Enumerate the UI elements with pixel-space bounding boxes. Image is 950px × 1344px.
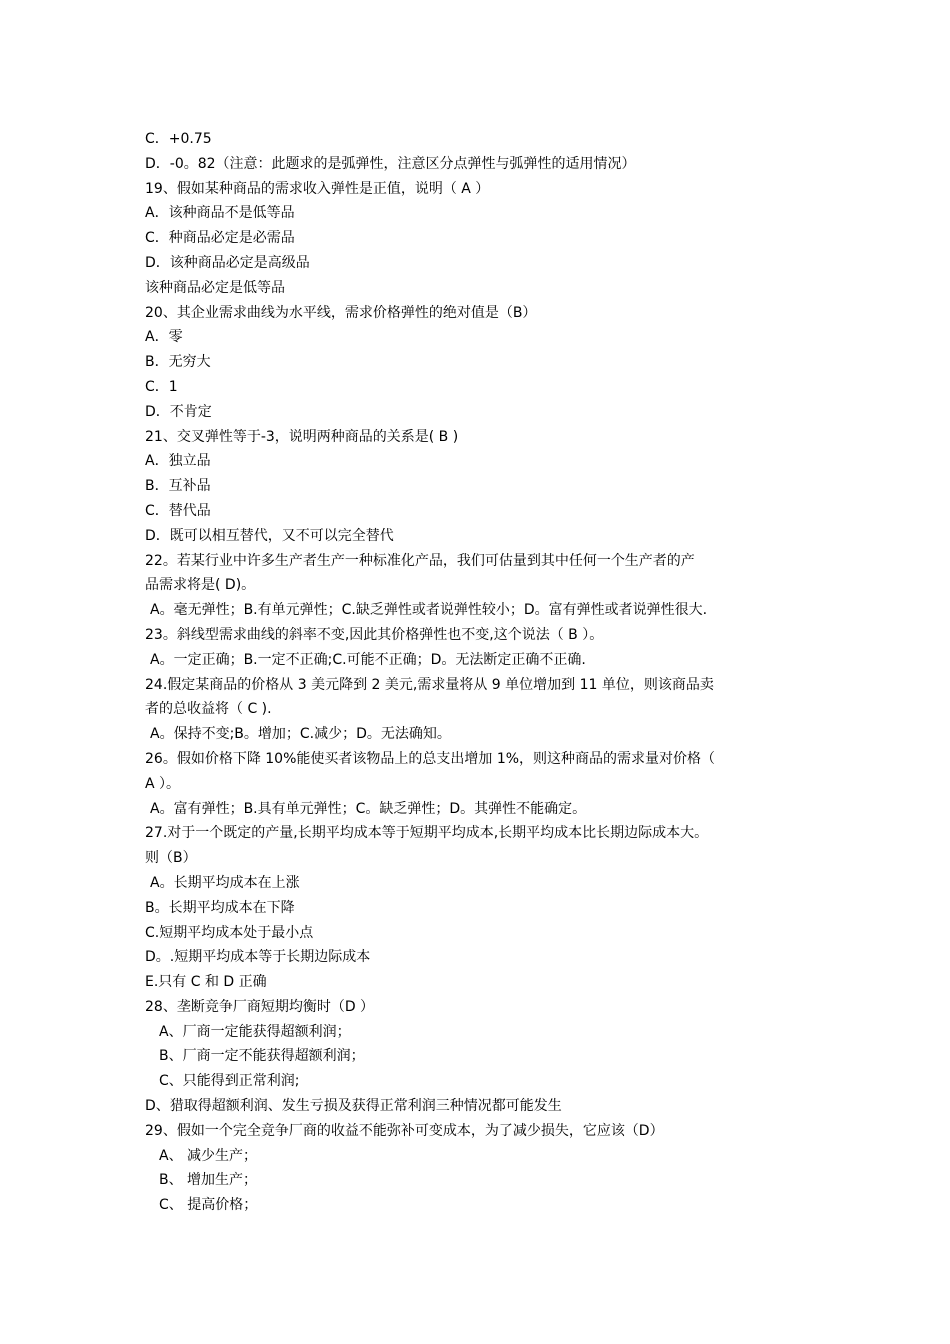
text-line: D．-0。82（注意：此题求的是弧弹性，注意区分点弹性与弧弹性的适用情况） — [145, 155, 636, 172]
text-line: A。一定正确；B.一定不正确;C.可能不正确；D。无法断定正确不正确. — [150, 651, 586, 668]
text-line: A．零 — [145, 329, 183, 346]
text-line: C．替代品 — [145, 502, 211, 519]
text-line: B．无穷大 — [145, 354, 211, 371]
text-line: B、 增加生产； — [159, 1172, 258, 1189]
text-line: D。.短期平均成本等于长期边际成本 — [145, 949, 371, 966]
text-line: A。长期平均成本在上涨 — [150, 874, 300, 891]
text-line: 26。假如价格下降 10%能使买者该物品上的总支出增加 1%，则这种商品的需求量对价格（ — [145, 750, 716, 767]
text-line: 20、其企业需求曲线为水平线，需求价格弹性的绝对值是（B） — [145, 304, 537, 321]
text-line: A．独立品 — [145, 453, 211, 470]
document-body — [145, 127, 825, 1218]
text-line: A。毫无弹性；B.有单元弹性；C.缺乏弹性或者说弹性较小；D。富有弹性或者说弹性很大. — [150, 602, 708, 619]
text-line: 者的总收益将（ C ). — [145, 701, 272, 718]
text-line: A ）。 — [145, 775, 181, 792]
text-line: 19、假如某种商品的需求收入弹性是正值，说明（ A ） — [145, 180, 490, 197]
text-line: B、厂商一定不能获得超额利润； — [159, 1048, 365, 1065]
text-line: D．既可以相互替代，又不可以完全替代 — [145, 527, 394, 544]
text-line: 29、假如一个完全竞争厂商的收益不能弥补可变成本，为了减少损失，它应该（D） — [145, 1122, 664, 1139]
text-line: C．1 — [145, 378, 178, 395]
text-line: B。长期平均成本在下降 — [145, 899, 295, 916]
text-line: 24.假定某商品的价格从 3 美元降到 2 美元,需求量将从 9 单位增加到 11 单位，则该商品卖 — [145, 676, 714, 693]
text-line: A。保持不变;B。增加；C.减少；D。无法确知。 — [150, 726, 451, 743]
text-line: D．不肯定 — [145, 403, 212, 420]
text-line: C.短期平均成本处于最小点 — [145, 924, 314, 941]
text-line: 28、垄断竞争厂商短期均衡时（D ） — [145, 998, 375, 1015]
text-line: 品需求将是( D)。 — [145, 577, 256, 594]
text-line: E.只有 C 和 D 正确 — [145, 974, 267, 991]
text-line: C．+0.75 — [145, 131, 212, 147]
text-line: 27.对于一个既定的产量,长期平均成本等于短期平均成本,长期平均成本比长期边际成本大。 — [145, 825, 709, 842]
text-line: 22。若某行业中许多生产者生产一种标准化产品，我们可估量到其中任何一个生产者的产 — [145, 552, 695, 569]
text-line: A、 减少生产； — [159, 1147, 258, 1164]
text-line: D、猎取得超额利润、发生亏损及获得正常利润三种情况都可能发生 — [145, 1098, 562, 1115]
text-line: 该种商品必定是低等品 — [145, 279, 285, 296]
text-line: 则（B） — [145, 850, 197, 867]
text-line: D．该种商品必定是高级品 — [145, 254, 310, 271]
text-line: C、只能得到正常利润; — [159, 1073, 300, 1090]
text-line: 21、交叉弹性等于-3，说明两种商品的关系是( B ) — [145, 428, 459, 445]
text-line: A、厂商一定能获得超额利润； — [159, 1023, 351, 1040]
text-line: C．种商品必定是必需品 — [145, 230, 295, 247]
text-line: B．互补品 — [145, 478, 211, 495]
text-line: A．该种商品不是低等品 — [145, 205, 295, 222]
text-line: C、 提高价格； — [159, 1197, 258, 1214]
text-line: A。富有弹性；B.具有单元弹性；C。缺乏弹性；D。其弹性不能确定。 — [150, 800, 587, 817]
text-line: 23。斜线型需求曲线的斜率不变,因此其价格弹性也不变,这个说法（ B ）。 — [145, 626, 604, 643]
